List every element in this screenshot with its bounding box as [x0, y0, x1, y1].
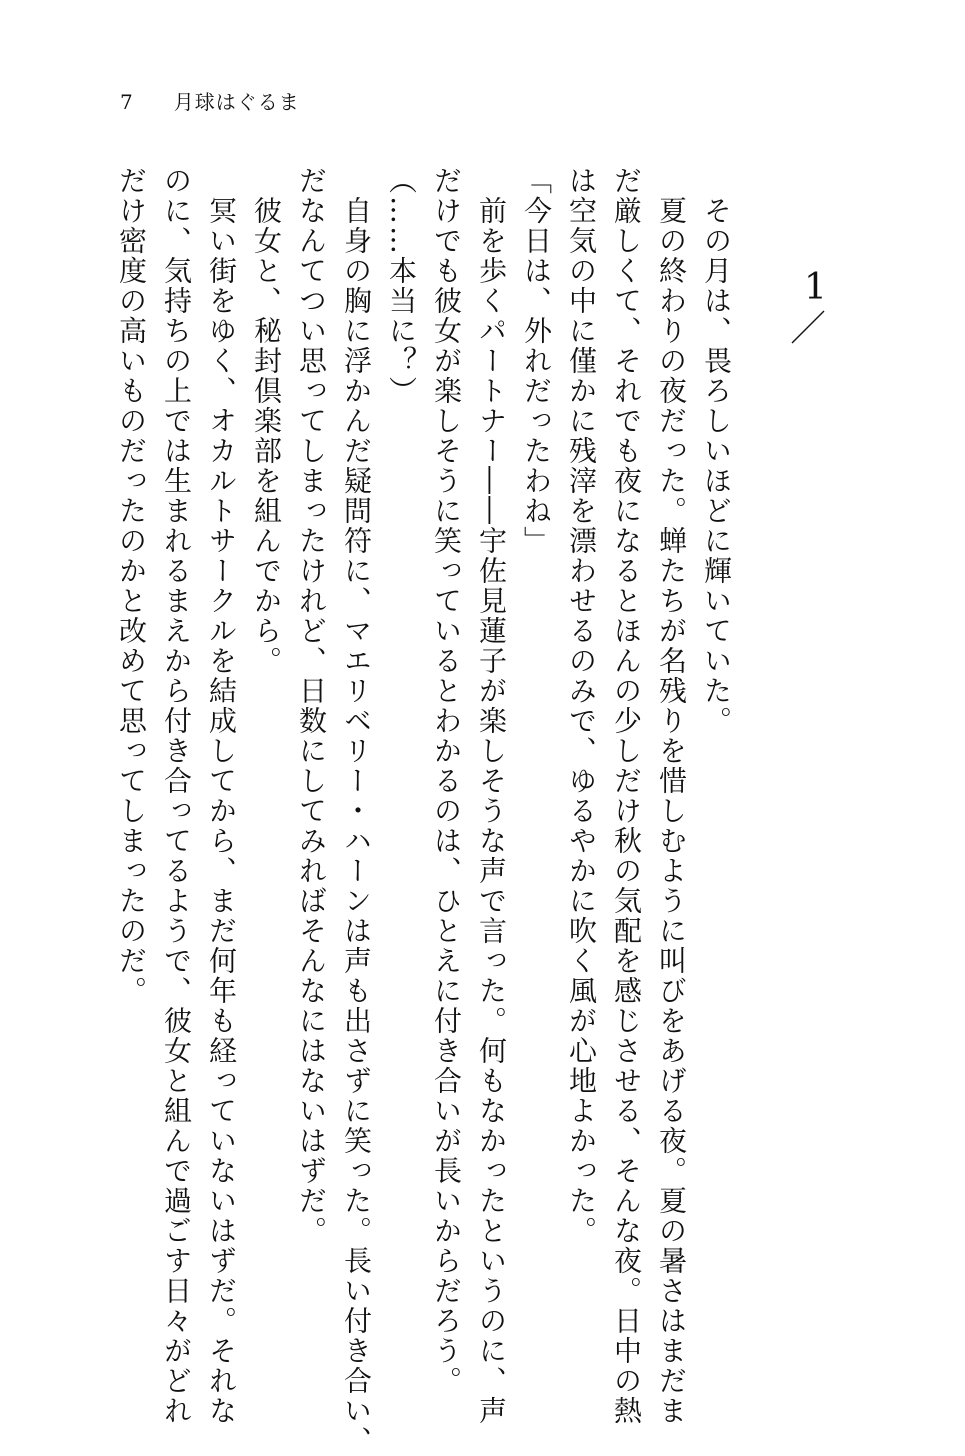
text-line: のに、気持ちの上では生まれるまえから付き合ってるようで、彼女と組んで過ごす日々がどれ — [160, 166, 193, 1426]
text-line: 彼女と、秘封倶楽部を組んでから。 — [250, 196, 283, 676]
chapter-slash-ornament — [790, 309, 826, 345]
text-line: 夏の終わりの夜だった。蝉たちが名残りを惜しむように叫びをあげる夜。夏の暑さはまだま — [655, 196, 688, 1426]
chapter-number: 1 — [804, 267, 827, 308]
text-line: その月は、畏ろしいほどに輝いていた。 — [700, 196, 733, 736]
text-line: は空気の中に僅かに残滓を漂わせるのみで、ゆるやかに吹く風が心地よかった。 — [565, 166, 598, 1246]
text-line: 冥い街をゆく、オカルトサークルを結成してから、まだ何年も経っていないはずだ。それな — [205, 196, 238, 1426]
book-title: 月球はぐるま — [173, 90, 300, 114]
body-text — [106, 166, 733, 1456]
text-line: だなんてつい思ってしまったけれど、日数にしてみればそんなにはないはずだ。 — [295, 166, 328, 1246]
chapter-heading — [804, 267, 840, 360]
text-line: 自身の胸に浮かんだ疑問符に、マエリベリー・ハーンは声も出さずに笑った。長い付き合い、 — [340, 196, 373, 1456]
text-line: （……本当に？） — [385, 166, 418, 406]
running-header — [120, 86, 300, 112]
text-line: だ厳しくて、それでも夜になるとほんの少しだけ秋の気配を感じさせる、そんな夜。日中の熱 — [610, 166, 643, 1426]
text-line: 「今日は、外れだったわね」 — [520, 166, 553, 556]
text-line: だけでも彼女が楽しそうに笑っているとわかるのは、ひとえに付き合いが長いからだろう。 — [430, 166, 463, 1396]
text-line: だけ密度の高いものだったのかと改めて思ってしまったのだ。 — [115, 166, 148, 1006]
text-line: 前を歩くパートナー――宇佐見蓮子が楽しそうな声で言った。何もなかったというのに、声 — [475, 196, 508, 1426]
page-number: 7 — [120, 90, 134, 114]
